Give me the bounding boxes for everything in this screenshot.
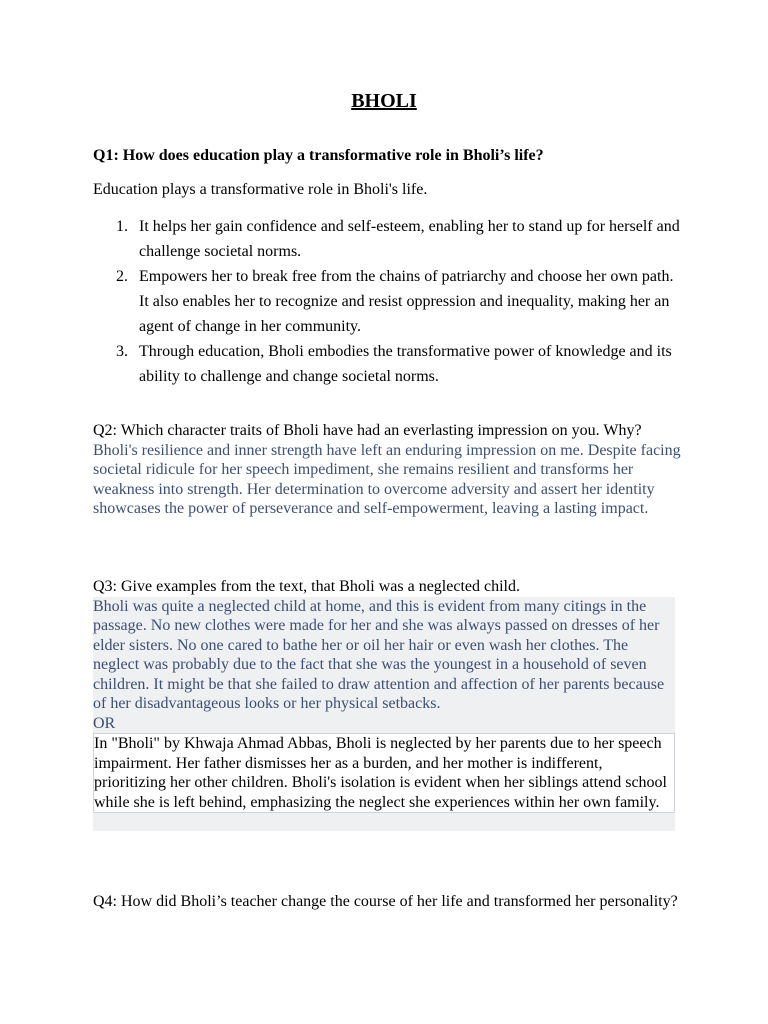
- q3-section: [93, 577, 683, 831]
- list-item: [93, 264, 683, 339]
- q2-question: Q2: Which character traits of Bholi have had an everlasting impression on you. Why?: [93, 422, 642, 439]
- list-item-text: Through education, Bholi embodies the transformative power of knowledge and its ability to challenge and change societal norms.: [139, 343, 672, 385]
- q3-alt-answer-box: [93, 733, 675, 813]
- q3-answer: Bholi was quite a neglected child at home, and this is evident from many citings in the passage. No new clothes were made for her and she was always passed on dresses of her elder sisters. No one cared to bathe her or oil her hair or even wash her clothes. The neglect was probably due to the fact that she was the youngest in a household of seven children. It might be that she failed to draw attention and affection of her parents because of her disadvantageous looks or her physical setbacks.: [93, 597, 665, 712]
- q2-answer: Bholi's resilience and inner strength have left an enduring impression on me. Despite facing societal ridicule for her speech impediment, she remains resilient and transforms her weakness into strength. Her determination to overcome adversity and assert her identity showcases the power of perseverance and self-empowerment, leaving a lasting impact.: [93, 441, 681, 517]
- q1-question: Q1: How does education play a transformative role in Bholi’s life?: [93, 147, 544, 164]
- q1-intro: Education plays a transformative role in Bholi's life.: [93, 181, 428, 198]
- q3-or-label: OR: [93, 714, 116, 732]
- list-number: 2.: [116, 268, 128, 285]
- q3-alt-answer: In "Bholi" by Khwaja Ahmad Abbas, Bholi is neglected by her parents due to her speech impairment. Her father dismisses her as a burden, and her mother is indifferent, prioritizing her other children. Bholi's isolation is evident when her siblings attend school while she is left behind, emphasizing the neglect she experiences within her own family.: [94, 735, 667, 811]
- q3-answer-highlight: [93, 597, 675, 814]
- q2-section: [93, 421, 683, 519]
- list-number: 3.: [116, 343, 128, 360]
- list-item: [93, 339, 683, 389]
- q3-highlight-tail: [93, 813, 675, 831]
- q1-points-list: [93, 214, 683, 389]
- list-number: 1.: [116, 218, 128, 235]
- list-item-text: It helps her gain confidence and self-esteem, enabling her to stand up for herself and challenge societal norms.: [139, 218, 680, 260]
- document-title: BHOLI: [351, 90, 417, 112]
- q4-question: Q4: How did Bholi’s teacher change the course of her life and transformed her personality?: [93, 893, 678, 910]
- q3-question: Q3: Give examples from the text, that Bholi was a neglected child.: [93, 578, 520, 595]
- list-item: [93, 214, 683, 264]
- list-item-text: Empowers her to break free from the chains of patriarchy and choose her own path. It also enables her to recognize and resist oppression and inequality, making her an agent of change in her community.: [139, 268, 674, 335]
